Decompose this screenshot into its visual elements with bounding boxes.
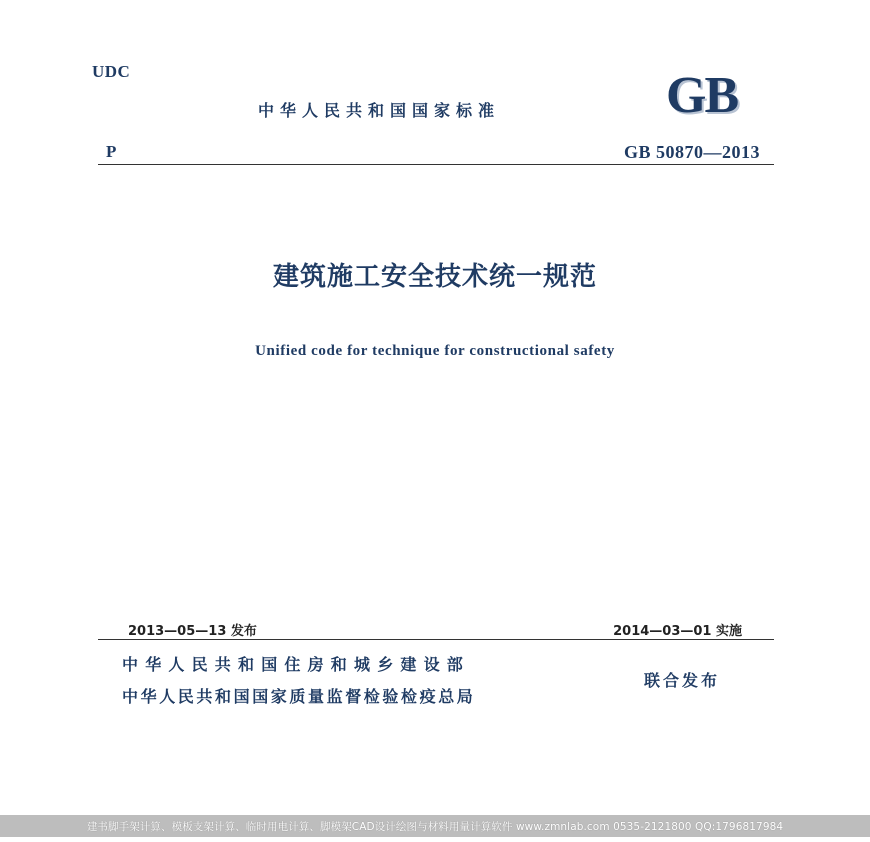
publisher-aqsiq: 中华人民共和国国家质量监督检验检疫总局 (122, 687, 476, 706)
header-divider (98, 164, 774, 165)
dates-divider (98, 639, 774, 640)
title-chinese: 建筑施工安全技术统一规范 (272, 262, 597, 292)
joint-publish-label: 联合发布 (644, 671, 721, 690)
footer-text: 建书脚手架计算、模板支架计算、临时用电计算、脚模架CAD设计绘图与材料用量计算软件 www.zmnlab.com 0535-2121800 QQ:1796817984 (86, 820, 784, 833)
implementation-date: 2014—03—01 实施 (613, 624, 742, 639)
national-standard-heading: 中华人民共和国国家标准 (258, 101, 501, 120)
udc-label: UDC (92, 62, 131, 81)
standard-number: GB 50870—2013 (623, 142, 760, 162)
issue-date: 2013—05—13 发布 (128, 624, 257, 639)
footer-banner (0, 815, 870, 837)
classification-code: P (106, 142, 117, 161)
title-english: Unified code for technique for constructional safety (255, 343, 615, 359)
publisher-ministry: 中华人民共和国住房和城乡建设部 (122, 655, 471, 674)
gb-logo: GB (666, 67, 738, 124)
